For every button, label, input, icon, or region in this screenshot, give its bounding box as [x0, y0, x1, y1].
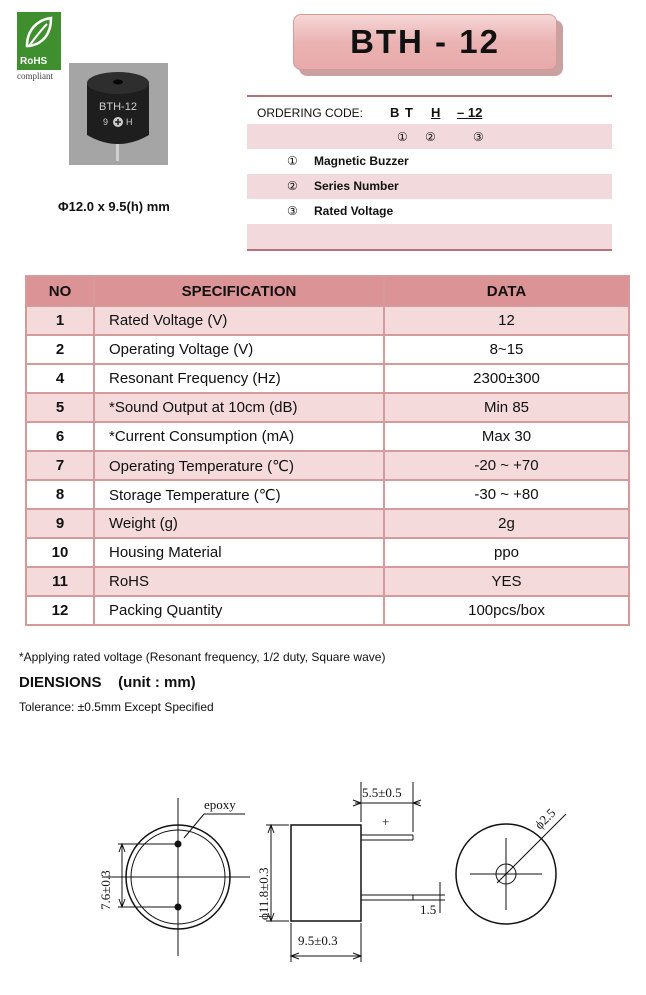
table-row: [26, 509, 629, 538]
ordering-item-num: ③: [287, 204, 298, 218]
dim-5-5: 5.5±0.5: [362, 785, 402, 800]
code-t: T: [405, 105, 413, 120]
dim-11-8: ϕ11.8±0.3: [256, 867, 271, 920]
row-no: 9: [26, 509, 94, 538]
dim-2-5: ϕ2.5: [531, 805, 559, 833]
ordering-item-num: ①: [287, 154, 298, 168]
table-row: [26, 306, 629, 335]
row-spec: Housing Material: [94, 538, 384, 567]
table-row: [26, 538, 629, 567]
ordering-item-text: Rated Voltage: [314, 204, 394, 218]
row-data: -30 ~ +80: [384, 480, 629, 509]
row-data: 100pcs/box: [384, 596, 629, 625]
header-data: DATA: [384, 276, 629, 306]
marker-3: ③: [473, 130, 484, 144]
ordering-markers-row: [247, 124, 612, 149]
spec-header-row: [26, 276, 629, 306]
photo-marking-h: H: [126, 117, 133, 127]
row-no: 10: [26, 538, 94, 567]
table-row: [26, 364, 629, 393]
ordering-item: [247, 199, 612, 224]
row-spec: RoHS: [94, 567, 384, 596]
rohs-mark: RoHS: [20, 56, 48, 67]
row-no: 6: [26, 422, 94, 451]
ordering-item-text: Series Number: [314, 179, 399, 193]
title-banner: [293, 14, 563, 74]
table-row: [26, 567, 629, 596]
header-specification: SPECIFICATION: [94, 276, 384, 306]
row-data: 12: [384, 306, 629, 335]
code-b: B: [390, 105, 400, 120]
ordering-item: [247, 174, 612, 199]
row-no: 12: [26, 596, 94, 625]
table-row: [26, 335, 629, 364]
table-row: [26, 422, 629, 451]
row-data: 2300±300: [384, 364, 629, 393]
row-spec: Packing Quantity: [94, 596, 384, 625]
ordering-code-label: ORDERING CODE:: [257, 106, 364, 120]
size-caption: Φ12.0 x 9.5(h) mm: [58, 199, 170, 214]
row-data: -20 ~ +70: [384, 451, 629, 480]
dimensions-title: DIENSIONS (unit : mm): [19, 674, 196, 691]
row-spec: Storage Temperature (℃): [94, 480, 384, 509]
row-spec: Weight (g): [94, 509, 384, 538]
header-no: NO: [26, 276, 94, 306]
row-data: Min 85: [384, 393, 629, 422]
row-data: YES: [384, 567, 629, 596]
row-no: 7: [26, 451, 94, 480]
page-title: BTH - 12: [293, 14, 557, 70]
row-no: 2: [26, 335, 94, 364]
code-h: H: [431, 105, 441, 120]
ordering-item-text: Magnetic Buzzer: [314, 154, 409, 168]
table-row: [26, 480, 629, 509]
row-no: 11: [26, 567, 94, 596]
table-row: [26, 596, 629, 625]
table-row: [26, 451, 629, 480]
row-spec: Operating Temperature (℃): [94, 451, 384, 480]
code-12: – 12: [457, 105, 483, 120]
row-spec: Resonant Frequency (Hz): [94, 364, 384, 393]
row-spec: Operating Voltage (V): [94, 335, 384, 364]
rohs-logo: [17, 12, 61, 81]
table-row: [26, 393, 629, 422]
tolerance-note: Tolerance: ±0.5mm Except Specified: [19, 700, 214, 714]
ordering-item-num: ②: [287, 179, 298, 193]
bottom-view-drawing: [456, 814, 566, 924]
dim-1-5: 1.5: [420, 902, 437, 917]
photo-marking-model: BTH-12: [99, 101, 137, 113]
spec-table: [25, 275, 630, 626]
ordering-item: [247, 149, 612, 174]
dim-7-6: 7.6±0.3: [98, 870, 113, 910]
row-data: 2g: [384, 509, 629, 538]
row-no: 5: [26, 393, 94, 422]
photo-marking-9: 9: [103, 117, 109, 127]
row-spec: Rated Voltage (V): [94, 306, 384, 335]
plus-terminal-label: +: [382, 814, 390, 829]
epoxy-label: epoxy: [204, 797, 236, 812]
rohs-badge: [17, 12, 61, 70]
rohs-caption: compliant: [17, 71, 53, 81]
row-spec: *Current Consumption (mA): [94, 422, 384, 451]
footnote: *Applying rated voltage (Resonant frequency, 1/2 duty, Square wave): [19, 650, 386, 664]
top-view-drawing: [102, 798, 250, 956]
leaf-icon: [23, 16, 55, 52]
product-photo: [69, 63, 168, 165]
row-data: ppo: [384, 538, 629, 567]
ordering-code-row: [247, 97, 612, 124]
marker-1: ①: [397, 130, 408, 144]
ordering-empty-row: [247, 224, 612, 249]
ordering-code-block: [247, 95, 612, 251]
row-spec: *Sound Output at 10cm (dB): [94, 393, 384, 422]
marker-2: ②: [425, 130, 436, 144]
row-data: 8~15: [384, 335, 629, 364]
side-view-drawing: [266, 782, 445, 962]
row-no: 4: [26, 364, 94, 393]
dim-9-5: 9.5±0.3: [298, 933, 338, 948]
dimension-drawing: [0, 770, 646, 990]
row-data: Max 30: [384, 422, 629, 451]
row-no: 8: [26, 480, 94, 509]
row-no: 1: [26, 306, 94, 335]
